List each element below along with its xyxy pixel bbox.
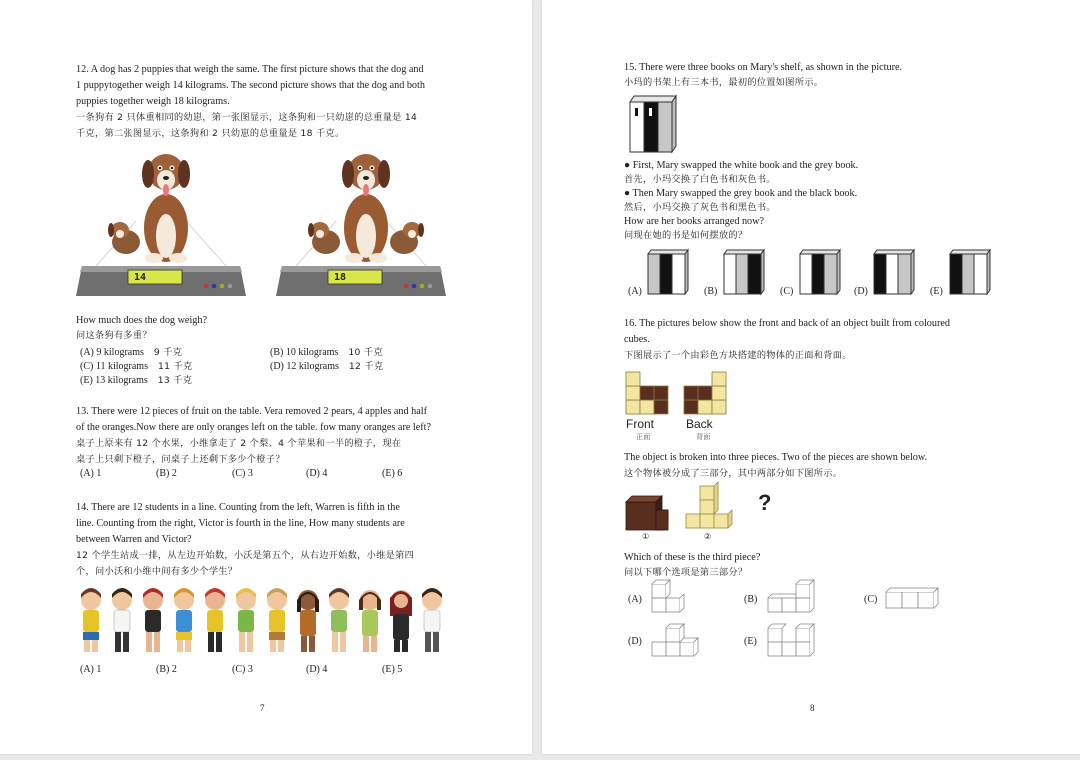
q15-question: How are her books arranged now? — [624, 216, 765, 227]
q15-option-d-books[interactable] — [872, 248, 916, 296]
q13-option-b[interactable]: (B) 2 — [156, 468, 177, 479]
q12-option-a[interactable] — [80, 344, 182, 358]
student-figure — [355, 586, 385, 658]
piece-1-label: ① — [642, 532, 650, 541]
scale-1-display: 14 — [134, 272, 147, 283]
dog-scale-picture-1 — [76, 146, 246, 298]
q15-option-b[interactable]: (B) — [704, 286, 718, 297]
q16-option-a-shape[interactable] — [648, 580, 690, 622]
back-label: Back — [686, 417, 713, 431]
piece-2-label: ② — [704, 532, 712, 541]
student-figure — [417, 586, 447, 658]
q14-line-1: 14. There are 12 students in a line. Counting from the left, Warren is fifth in the — [76, 502, 400, 513]
q16-option-d-shape[interactable] — [648, 620, 712, 666]
q14-option-b[interactable]: (B) 2 — [156, 664, 177, 675]
q12-line-3: puppies together weigh 18 kilograms. — [76, 96, 230, 107]
student-figure — [262, 586, 292, 658]
q14-cn-line-2: 个，问小沃和小维中间有多少个学生？ — [76, 566, 238, 577]
q12-cn-line-1: 一条狗有 2 只体重相同的幼崽，第一张图显示，这条狗和一只幼崽的总重量是 14 — [76, 112, 418, 123]
q12-cn-line-2: 千克，第二张图显示，这条狗和 2 只幼崽的总重量是 18 千克。 — [76, 128, 345, 139]
q15-option-a[interactable]: (A) — [628, 286, 642, 297]
initial-books-picture — [628, 94, 678, 154]
q13-option-a[interactable]: (A) 1 — [80, 468, 102, 479]
q13-option-e[interactable]: (E) 6 — [382, 468, 403, 479]
q12-line-1: 12. A dog has 2 puppies that weigh the same. The first picture shows that the dog and — [76, 64, 424, 75]
q16-option-a[interactable]: (A) — [628, 594, 642, 605]
page-number: 7 — [260, 703, 265, 713]
q13-cn-line-2: 桌子上只剩下橙子，问桌子上还剩下多少个橙子？ — [76, 454, 285, 465]
q15-line-1: 15. There were three books on Mary's shelf, as shown in the picture. — [624, 62, 903, 73]
q16-broken-text: The object is broken into three pieces. Two of the pieces are shown below. — [624, 452, 928, 463]
q12-option-e[interactable] — [80, 372, 192, 386]
q12-option-a-label: (A) 9 kilograms — [80, 347, 144, 358]
q16-question-cn: 问以下哪个选项是第三部分？ — [624, 567, 748, 578]
q15-option-e-books[interactable] — [948, 248, 992, 296]
student-figure — [138, 586, 168, 658]
q12-question-cn: 问这条狗有多重？ — [76, 330, 152, 341]
q16-option-d[interactable]: (D) — [628, 636, 642, 647]
q15-question-cn: 问现在她的书是如何摆放的？ — [624, 230, 748, 241]
front-label-cn: 正面 — [636, 434, 651, 441]
q16-option-c[interactable]: (C) — [864, 594, 878, 605]
q15-option-c-books[interactable] — [798, 248, 842, 296]
q15-option-a-books[interactable] — [646, 248, 690, 296]
unknown-piece-mark: ? — [758, 490, 772, 515]
dog-scale-picture-2 — [276, 146, 446, 298]
student-figure — [231, 586, 261, 658]
page-number: 8 — [810, 703, 815, 713]
q16-option-e[interactable]: (E) — [744, 636, 757, 647]
q12-option-a-cn: 9 千克 — [153, 347, 183, 358]
student-figure — [324, 586, 354, 658]
q12-option-b-label: (B) 10 kilograms — [270, 347, 339, 358]
object-front-picture — [626, 372, 672, 416]
q12-option-e-label: (E) 13 kilograms — [80, 375, 148, 386]
q13-cn-line-1: 桌子上原来有 12 个水果，小维拿走了 2 个梨、4 个苹果和一半的橙子，现在 — [76, 438, 402, 449]
q16-option-b[interactable]: (B) — [744, 594, 758, 605]
q16-option-b-shape[interactable] — [764, 578, 824, 622]
q15-step-1: ● First, Mary swapped the white book and the grey book. — [624, 160, 859, 171]
q15-cn-line: 小玛的书架上有三本书，最初的位置如图所示。 — [624, 77, 824, 88]
q12-question: How much does the dog weigh? — [76, 315, 207, 326]
q16-option-e-shape[interactable] — [764, 620, 824, 666]
page-7 — [0, 0, 532, 754]
scale-2-display: 18 — [334, 272, 347, 283]
student-figure — [200, 586, 230, 658]
q13-option-d[interactable]: (D) 4 — [306, 468, 328, 479]
q12-option-d[interactable] — [270, 358, 383, 372]
q16-cn-line: 下图展示了一个由彩色方块搭建的物体的正面和背面。 — [624, 350, 852, 361]
q16-line-2: cubes. — [624, 334, 650, 345]
q14-cn-line-1: 12 个学生站成一排，从左边开始数，小沃是第五个，从右边开始数，小维是第四 — [76, 550, 415, 561]
back-label-cn: 背面 — [696, 434, 711, 441]
q12-option-b[interactable] — [270, 344, 383, 358]
q14-line-3: between Warren and Victor? — [76, 534, 192, 545]
q13-option-c[interactable]: (C) 3 — [232, 468, 253, 479]
q15-option-d[interactable]: (D) — [854, 286, 868, 297]
student-figure — [293, 586, 323, 658]
object-back-picture — [684, 372, 730, 416]
students-line-picture — [76, 586, 456, 658]
q16-question: Which of these is the third piece? — [624, 552, 761, 563]
q13-line-1: 13. There were 12 pieces of fruit on the table. Vera removed 2 pears, 4 apples and half — [76, 406, 427, 417]
q14-option-c[interactable]: (C) 3 — [232, 664, 253, 675]
q14-option-d[interactable]: (D) 4 — [306, 664, 328, 675]
q16-option-c-shape[interactable] — [882, 584, 944, 616]
q12-option-b-cn: 10 千克 — [348, 347, 383, 358]
piece-1-picture — [626, 492, 672, 532]
q12-option-d-cn: 12 千克 — [348, 361, 384, 372]
q12-option-e-cn: 13 千克 — [157, 375, 193, 386]
student-figure — [169, 586, 199, 658]
front-label: Front — [626, 417, 655, 431]
q16-broken-text-cn: 这个物体被分成了三部分，其中两部分如下图所示。 — [624, 468, 843, 479]
piece-2-picture — [686, 484, 734, 532]
page-8 — [542, 0, 1080, 754]
q14-line-2: line. Counting from the right, Victor is fourth in the line, How many students are — [76, 518, 405, 529]
q14-option-a[interactable]: (A) 1 — [80, 664, 102, 675]
q12-option-c-cn: 11 千克 — [157, 361, 193, 372]
q15-option-b-books[interactable] — [722, 248, 766, 296]
q15-step-2-cn: 然后，小玛交换了灰色书和黑色书。 — [624, 202, 776, 213]
student-figure — [76, 586, 106, 658]
q16-line-1: 16. The pictures below show the front and back of an object built from coloured — [624, 318, 951, 329]
q14-option-e[interactable]: (E) 5 — [382, 664, 403, 675]
q12-option-d-label: (D) 12 kilograms — [270, 361, 339, 372]
q15-option-e[interactable]: (E) — [930, 286, 943, 297]
q15-step-1-cn: 首先，小玛交换了白色书和灰色书。 — [624, 174, 776, 185]
q15-option-c[interactable]: (C) — [780, 286, 794, 297]
q12-option-c[interactable] — [80, 358, 192, 372]
student-figure — [107, 586, 137, 658]
q13-line-2: of the oranges.Now there are only oranges left on the table. fow many oranges are left? — [76, 422, 432, 433]
q12-line-2: 1 puppytogether weigh 14 kilograms. The second picture shows that the dog and both — [76, 80, 425, 91]
student-figure — [386, 586, 416, 658]
q12-option-c-label: (C) 11 kilograms — [80, 361, 148, 372]
q15-step-2: ● Then Mary swapped the grey book and the black book. — [624, 188, 858, 199]
